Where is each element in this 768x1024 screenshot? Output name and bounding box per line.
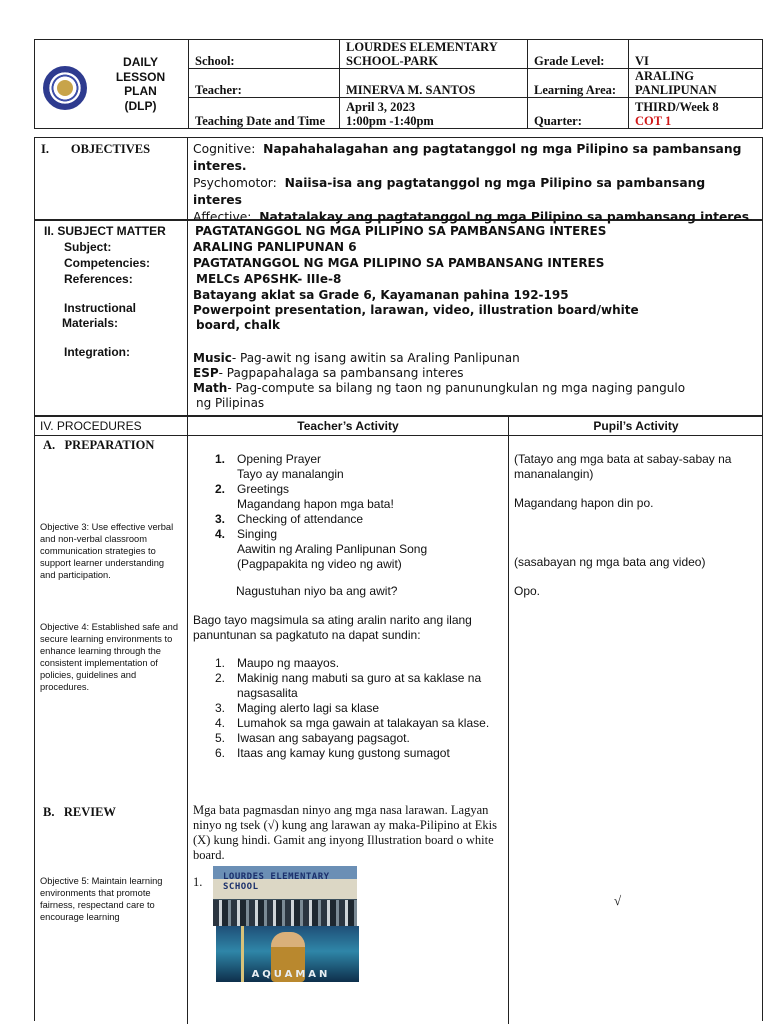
objective-5-note: Objective 5: Maintain learning environments that promote fairness, respectand care to encourage learning [40,876,163,922]
rules-intro: Bago tayo magsimula sa ating aralin narito ang ilang panuntunan sa pagkatuto na dapat sundin: [193,613,472,642]
poster-title: AQUAMAN [251,969,331,980]
melcs-code: MELCs AP6SHK- IIIe-8 [196,272,342,286]
materials-label: Instructional Materials: [62,301,137,330]
learning-area-value: ARALING PANLIPUNAN [629,69,763,98]
school-photo [213,866,357,926]
step-singing: 4. Singing [215,527,278,541]
rule-item: 6. Itaas ang kamay kung gustong sumagot [215,746,450,760]
integration-label: Integration: [64,345,130,359]
preparation-heading: A. PREPARATION [43,438,155,452]
pupil-activity-header: Pupil’s Activity [593,419,679,433]
cot-label: COT 1 [635,114,672,128]
school-value: LOURDES ELEMENTARY SCHOOL-PARK [340,40,528,69]
school-sign-text: LOURDES ELEMENTARY SCHOOL [223,872,330,892]
competencies-value: PAGTATANGGOL NG MGA PILIPINO SA PAMBANSANG INTERES [193,256,605,270]
objective-4-note: Objective 4: Established safe and secure learning environments to enhance learning through the consistent implementation of policies, guidelines and procedures. [40,622,178,692]
psychomotor-objective: Psychomotor: Naiisa-isa ang pagtatanggol ng mga Pilipino sa pambansang interes [193,176,706,207]
review-instructions: Mga bata pagmasdan ninyo ang mga nasa larawan. Lagyan ninyo ng tsek (√) kung ang larawan ay maka-Pilipino at Ekis (X) kung hindi. Gamit ang inyong Illustration board o white board. [193,803,498,862]
materials-value: Powerpoint presentation, larawan, video, illustration board/white board, chalk [193,303,639,332]
rule-item: 2. Makinig nang mabuti sa guro at sa kaklase na nagsasalita [215,671,482,700]
review-item-number: 1. [193,875,203,889]
integration-esp: ESP- Pagpapahalaga sa pambansang interes [193,366,464,380]
class-rules-list [215,656,500,761]
procedures-heading: IV. PROCEDURES [40,419,142,433]
song-question: Nagustuhan niyo ba ang awit? [236,584,398,598]
pupil-prayer-response: (Tatayo ang mga bata at sabay-sabay na mananalangin) [514,452,732,481]
integration-music: Music- Pag-awit ng isang awitin sa Araling Panlipunan [193,351,520,365]
review-heading: B. REVIEW [43,805,116,819]
pupil-opo-response: Opo. [514,584,541,598]
learning-area-label: Learning Area: [528,69,629,98]
lesson-title: PAGTATANGGOL NG MGA PILIPINO SA PAMBANSANG INTERES [195,224,607,238]
objectives-list [193,141,753,226]
dlp-title: DAILY LESSON PLAN (DLP) [115,55,166,113]
objective-3-note: Objective 3: Use effective verbal and non-verbal classroom communication strategies to support learner understanding and participation. [40,522,174,580]
teacher-label: Teacher: [189,69,340,98]
quarter-value: THIRD/Week 8 COT 1 [629,98,763,129]
pupil-greeting-response: Magandang hapon din po. [514,496,654,510]
cognitive-objective: Cognitive: Napahahalagahan ang pagtatanggol ng mga Pilipino sa pambansang interes. [193,142,742,173]
competencies-label: Competencies: [64,256,151,270]
integration-list [193,351,753,411]
teacher-value: MINERVA M. SANTOS [340,69,528,98]
step-greetings: 2. Greetings [215,482,290,496]
grade-value: VI [629,40,763,69]
quarter-label: Quarter: [528,98,629,129]
reference-value: Batayang aklat sa Grade 6, Kayamanan pahina 192-195 [193,288,569,302]
integration-math: Math- Pag-compute sa bilang ng taon ng panunungkulan ng mga naging pangulo [193,381,686,395]
rule-item: 5. Iwasan ang sabayang pagsagot. [215,731,410,745]
rule-item: 3. Maging alerto lagi sa klase [215,701,380,715]
teaching-date-value: April 3, 2023 1:00pm -1:40pm [340,98,528,129]
aquaman-poster [216,926,359,982]
preparation-steps: 1. Opening Prayer Tayo ay manalangin 2. Greetings Magandang hapon mga bata! 3. Checking of attendance 4. Singing Aawitin ng Araling Panlipunan Song (Pagpapakita ng video ng awit) [215,452,500,572]
header-table [34,39,763,129]
teacher-activity-header: Teacher’s Activity [297,419,399,433]
objectives-heading: I. OBJECTIVES [41,142,151,156]
rule-item: 4. Lumahok sa mga gawain at talakayan sa klase. [215,716,490,730]
teaching-date-label: Teaching Date and Time [189,98,340,129]
school-label: School: [189,40,340,69]
pupil-video-response: (sasabayan ng mga bata ang video) [514,555,706,569]
affective-objective: Affective: Natatalakay ang pagtatanggol ng mga Pilipino sa pambansang interes. [193,210,753,224]
subject-matter-heading: II. SUBJECT MATTER [44,224,166,238]
references-label: References: [64,272,133,286]
check-mark: √ [614,893,622,908]
subject-value: ARALING PANLIPUNAN 6 [193,240,357,254]
step-attendance: 3. Checking of attendance [215,512,364,526]
integration-math-cont: ng Pilipinas [196,396,265,410]
grade-label: Grade Level: [528,40,629,69]
step-opening-prayer: 1. Opening Prayer [215,452,322,466]
subject-label: Subject: [64,240,112,254]
rule-item: 1. Maupo ng maayos. [215,656,340,670]
